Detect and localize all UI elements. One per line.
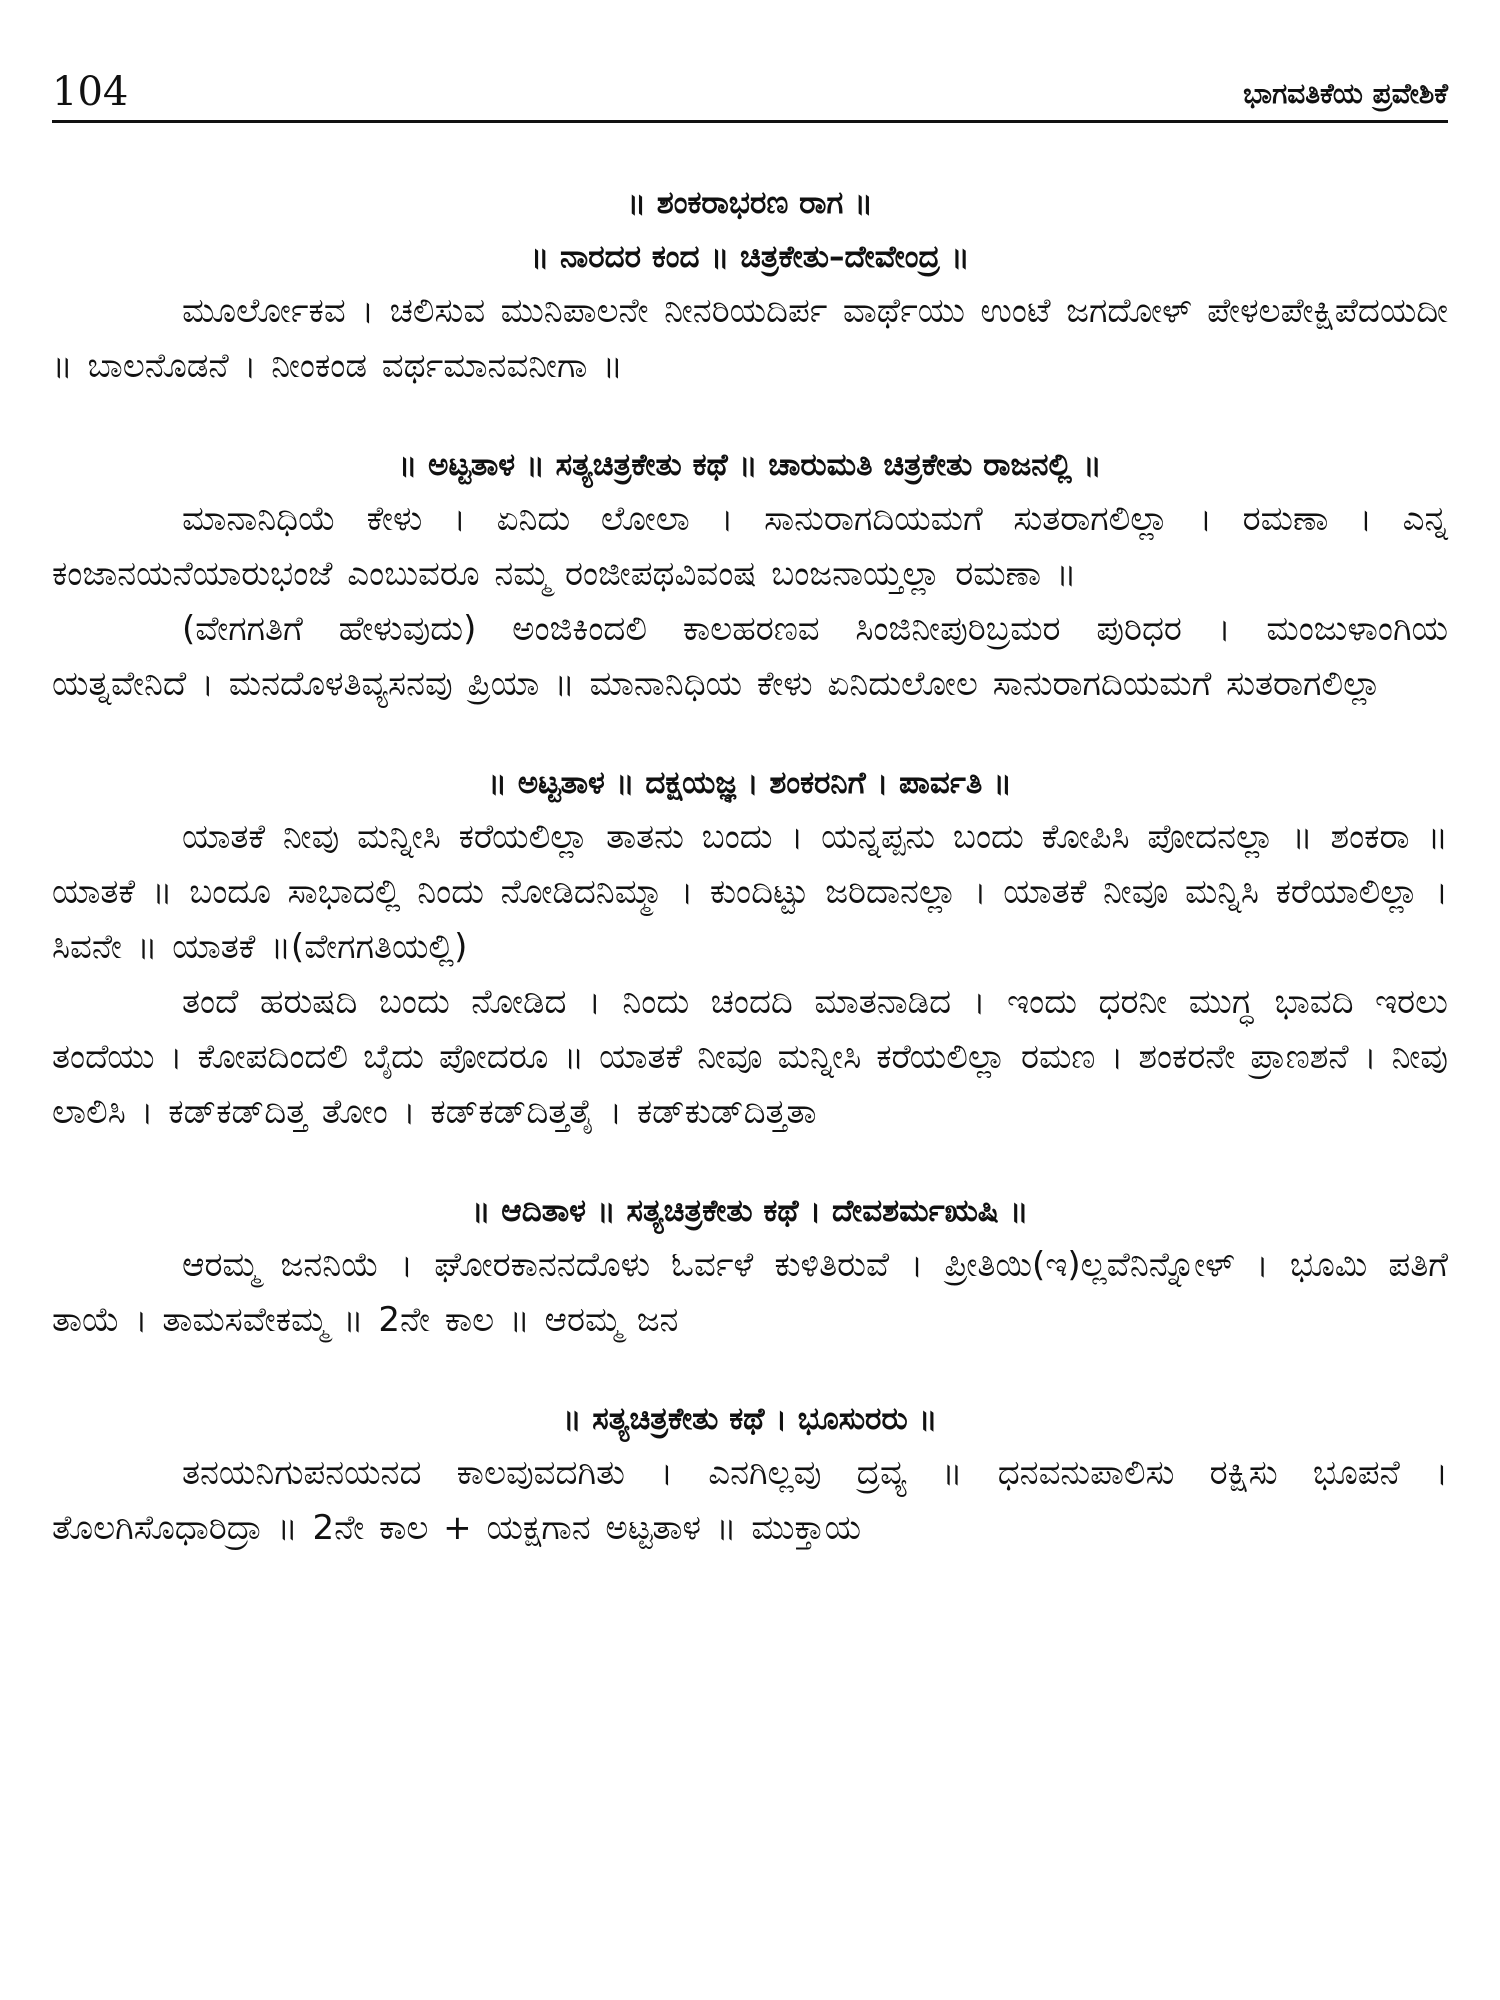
section-shankarabharana: [52, 176, 1448, 394]
section-subheading: ॥ ನಾರದರ ಕಂದ ॥ ಚಿತ್ರಕೇತು–ದೇವೇಂದ್ರ ॥: [530, 239, 970, 275]
section-attatala-dakshayajna: [52, 756, 1448, 1140]
verse-paragraph: ಮೂರ್ಲೋಕವ । ಚಲಿಸುವ ಮುನಿಪಾಲನೇ ನೀನರಿಯದಿರ್ಪ ವಾರ್ಥೆಯು ಉಂಟೆ ಜಗದೋಳ್ ಪೇಳಲಪೇಕ್ಷಿಪೆದಯದೀ ॥ ಬಾಲನೊಡನೆ । ನೀಂಕಂಡ ವರ್ಥಮಾನವನೀಗಾ ॥: [52, 291, 1448, 386]
section-attatala-charumati: [52, 438, 1448, 712]
book-title: ಭಾಗವತಿಕೆಯ ಪ್ರವೇಶಿಕೆ: [1243, 77, 1448, 110]
verse-paragraph: ಆರಮ್ಮ ಜನನಿಯೆ । ಘೋರಕಾನನದೊಳು ಓರ್ವಳೆ ಕುಳಿತಿರುವೆ । ಪ್ರೀತಿಯಿ(ಇ)ಲ್ಲವೆನಿನ್ನೋಳ್ । ಭೂಮಿ ಪತಿಗೆ ತಾಯೆ । ತಾಮಸವೇಕಮ್ಮ ॥ 2ನೇ ಕಾಲ ॥ ಆರಮ್ಮ ಜನ: [52, 1245, 1448, 1340]
page-content: [52, 176, 1448, 1600]
section-heading: ॥ ಶಂಕರಾಭರಣ ರಾಗ ॥: [627, 185, 873, 221]
section-heading: ॥ ಅಟ್ಟತಾಳ ॥ ಸತ್ಯಚಿತ್ರಕೇತು ಕಥೆ ॥ ಚಾರುಮತಿ ಚಿತ್ರಕೇತು ರಾಜನಲ್ಲಿ ॥: [398, 447, 1102, 483]
verse-paragraph: (ವೇಗಗತಿಗೆ ಹೇಳುವುದು) ಅಂಜಿಕಿಂದಲಿ ಕಾಲಹರಣವ ಸಿಂಜಿನೀಪುರಿಬ್ರಮರ ಪುರಿಧರ । ಮಂಜುಳಾಂಗಿಯ ಯತ್ನವೇನಿದೆ । ಮನದೊಳತಿವ್ಯಸನವು ಪ್ರಿಯಾ ॥ ಮಾನಾನಿಧಿಯ ಕೇಳು ಏನಿದುಲೋಲ ಸಾನುರಾಗದಿಯಮಗೆ ಸುತರಾಗಲಿಲ್ಲಾ: [52, 609, 1448, 704]
section-aditala-devasharma: [52, 1184, 1448, 1348]
section-heading: ॥ ಅಟ್ಟತಾಳ ॥ ದಕ್ಷಯಜ್ಞ । ಶಂಕರನಿಗೆ । ಪಾರ್ವತಿ ॥: [488, 765, 1012, 801]
section-heading: ॥ ಆದಿತಾಳ ॥ ಸತ್ಯಚಿತ್ರಕೇತು ಕಥೆ । ದೇವಶರ್ಮಋಷಿ ॥: [471, 1193, 1029, 1229]
verse-paragraph: ಯಾತಕೆ ನೀವು ಮನ್ನೀಸಿ ಕರೆಯಲಿಲ್ಲಾ ತಾತನು ಬಂದು । ಯನ್ನಪ್ಪನು ಬಂದು ಕೋಪಿಸಿ ಪೋದನಲ್ಲಾ ॥ ಶಂಕರಾ ॥ ಯಾತಕೆ ॥ ಬಂದೂ ಸಾಭಾದಲ್ಲಿ ನಿಂದು ನೋಡಿದನಿಮ್ಮಾ । ಕುಂದಿಟ್ಟು ಜರಿದಾನಲ್ಲಾ । ಯಾತಕೆ ನೀವೂ ಮನ್ನಿಸಿ ಕರೆಯಾಲಿಲ್ಲಾ । ಸಿವನೇ ॥ ಯಾತಕೆ ॥(ವೇಗಗತಿಯಲ್ಲಿ): [52, 817, 1448, 967]
page-header: [52, 62, 1448, 123]
verse-paragraph: ತಂದೆ ಹರುಷದಿ ಬಂದು ನೋಡಿದ । ನಿಂದು ಚಂದದಿ ಮಾತನಾಡಿದ । ಇಂದು ಧರನೀ ಮುಗ್ಧ ಭಾವದಿ ಇರಲು ತಂದೆಯು । ಕೋಪದಿಂದಲಿ ಬೈದು ಪೋದರೂ ॥ ಯಾತಕೆ ನೀವೂ ಮನ್ನೀಸಿ ಕರೆಯಲಿಲ್ಲಾ ರಮಣ । ಶಂಕರನೇ ಪ್ರಾಣಶನೆ । ನೀವು ಲಾಲಿಸಿ । ಕಡ್‌ಕಡ್‌ದಿತ್ತ ತೋಂ । ಕಡ್‌ಕಡ್‌ದಿತ್ತತೈ । ಕಡ್‌ಕುಡ್‌ದಿತ್ತತಾ: [52, 982, 1448, 1132]
section-bhusuraru: [52, 1392, 1448, 1556]
page-number: 104: [52, 69, 129, 115]
verse-paragraph: ತನಯನಿಗುಪನಯನದ ಕಾಲವುವದಗಿತು । ಎನಗಿಲ್ಲವು ದ್ರವ್ಯ ॥ ಧನವನುಪಾಲಿಸು ರಕ್ಷಿಸು ಭೂಪನೆ । ತೊಲಗಿಸೊಧಾರಿದ್ರಾ ॥ 2ನೇ ಕಾಲ + ಯಕ್ಷಗಾನ ಅಟ್ಟತಾಳ ॥ ಮುಕ್ತಾಯ: [52, 1453, 1448, 1548]
verse-paragraph: ಮಾನಾನಿಧಿಯೆ ಕೇಳು । ಏನಿದು ಲೋಲಾ । ಸಾನುರಾಗದಿಯಮಗೆ ಸುತರಾಗಲಿಲ್ಲಾ । ರಮಣಾ । ಎನ್ನ ಕಂಜಾನಯನೆಯಾರುಭಂಜೆ ಎಂಬುವರೂ ನಮ್ಮ ರಂಜೀಪಥವಿವಂಷ ಬಂಜನಾಯ್ತಲ್ಲಾ ರಮಣಾ ॥: [52, 499, 1448, 594]
section-heading: ॥ ಸತ್ಯಚಿತ್ರಕೇತು ಕಥೆ । ಭೂಸುರರು ॥: [562, 1401, 938, 1437]
